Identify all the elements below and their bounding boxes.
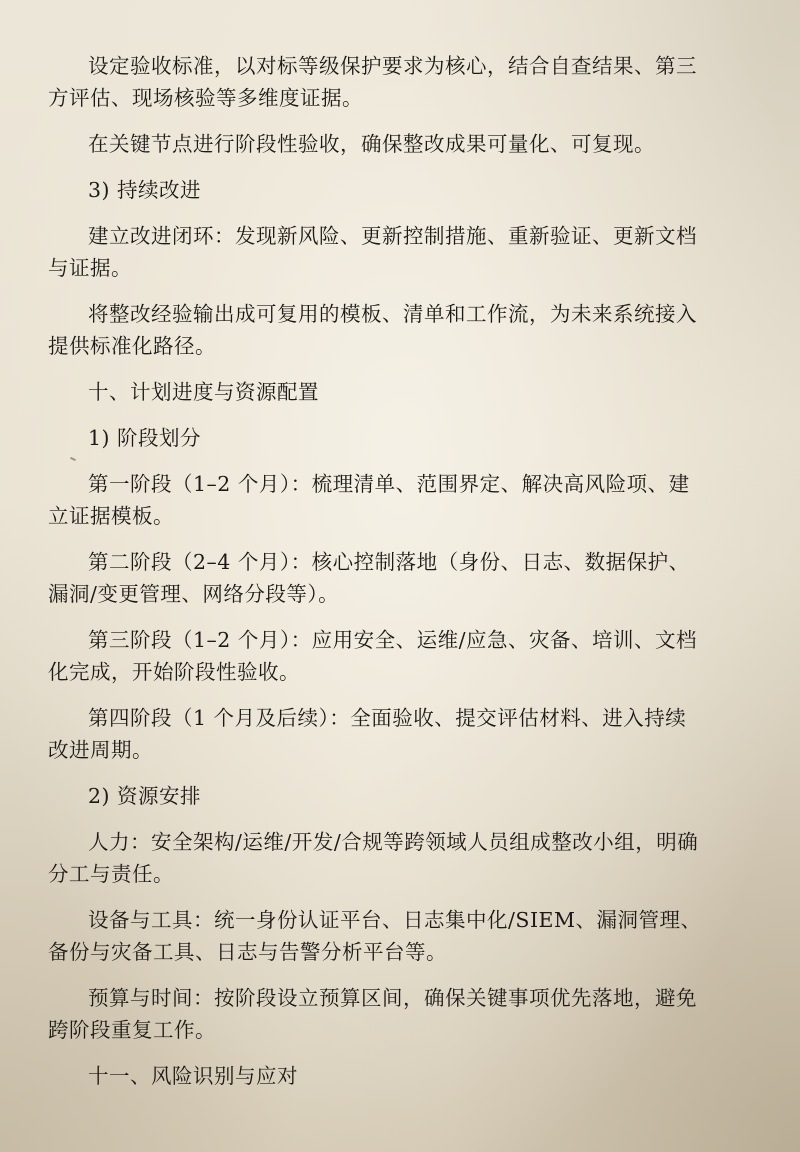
subheading-phases — [48, 422, 750, 454]
text-line: 漏洞/变更管理、网络分段等）。 — [48, 582, 340, 606]
paragraph-equipment-tools — [48, 904, 750, 968]
paragraph-improvement-loop — [48, 220, 750, 284]
text-line: 第三阶段（1–2 个月）：应用安全、运维/应急、灾备、培训、文档 — [88, 628, 698, 652]
text-line: 设定验收标准，以对标等级保护要求为核心，结合自查结果、第三 — [88, 54, 697, 78]
text-line: 提供标准化路径。 — [48, 334, 216, 358]
text-line: 跨阶段重复工作。 — [48, 1018, 216, 1042]
text-line: 3) 持续改进 — [88, 178, 202, 202]
text-line: 建立改进闭环：发现新风险、更新控制措施、重新验证、更新文档 — [88, 224, 697, 248]
paragraph-phase-3 — [48, 624, 750, 688]
text-line: 将整改经验输出成可复用的模板、清单和工作流，为未来系统接入 — [88, 302, 697, 326]
text-line: 化完成，开始阶段性验收。 — [48, 660, 300, 684]
paragraph-acceptance-standard — [48, 50, 750, 114]
text-line: 分工与责任。 — [48, 862, 174, 886]
text-line: 第二阶段（2–4 个月）：核心控制落地（身份、日志、数据保护、 — [88, 550, 690, 574]
text-line: 第一阶段（1–2 个月）：梳理清单、范围界定、解决高风险项、建 — [88, 472, 690, 496]
text-line: 2) 资源安排 — [88, 784, 202, 808]
heading-continuous-improvement — [48, 174, 750, 206]
text-line: 在关键节点进行阶段性验收，确保整改成果可量化、可复现。 — [88, 132, 655, 156]
text-line: 第四阶段（1 个月及后续）：全面验收、提交评估材料、进入持续 — [88, 706, 687, 730]
text-line: 十一、风险识别与应对 — [88, 1064, 298, 1088]
text-line: 预算与时间：按阶段设立预算区间，确保关键事项优先落地，避免 — [88, 986, 697, 1010]
paragraph-reusable-templates — [48, 298, 750, 362]
paragraph-stage-acceptance — [48, 128, 750, 160]
text-line: 十、计划进度与资源配置 — [88, 380, 319, 404]
paragraph-budget-time — [48, 982, 750, 1046]
section-heading-risk — [48, 1060, 750, 1092]
paragraph-phase-1 — [48, 468, 750, 532]
text-line: 1) 阶段划分 — [88, 426, 202, 450]
text-line: 方评估、现场核验等多维度证据。 — [48, 86, 363, 110]
text-line: 立证据模板。 — [48, 504, 174, 528]
paragraph-phase-2 — [48, 546, 750, 610]
subheading-resources — [48, 780, 750, 812]
text-line: 备份与灾备工具、日志与告警分析平台等。 — [48, 940, 447, 964]
text-line: 设备与工具：统一身份认证平台、日志集中化/SIEM、漏洞管理、 — [88, 908, 702, 932]
paragraph-phase-4 — [48, 702, 750, 766]
section-heading-schedule — [48, 376, 750, 408]
text-line: 改进周期。 — [48, 738, 153, 762]
text-line: 人力：安全架构/运维/开发/合规等跨领域人员组成整改小组，明确 — [88, 830, 699, 854]
text-line: 与证据。 — [48, 256, 132, 280]
paragraph-manpower — [48, 826, 750, 890]
